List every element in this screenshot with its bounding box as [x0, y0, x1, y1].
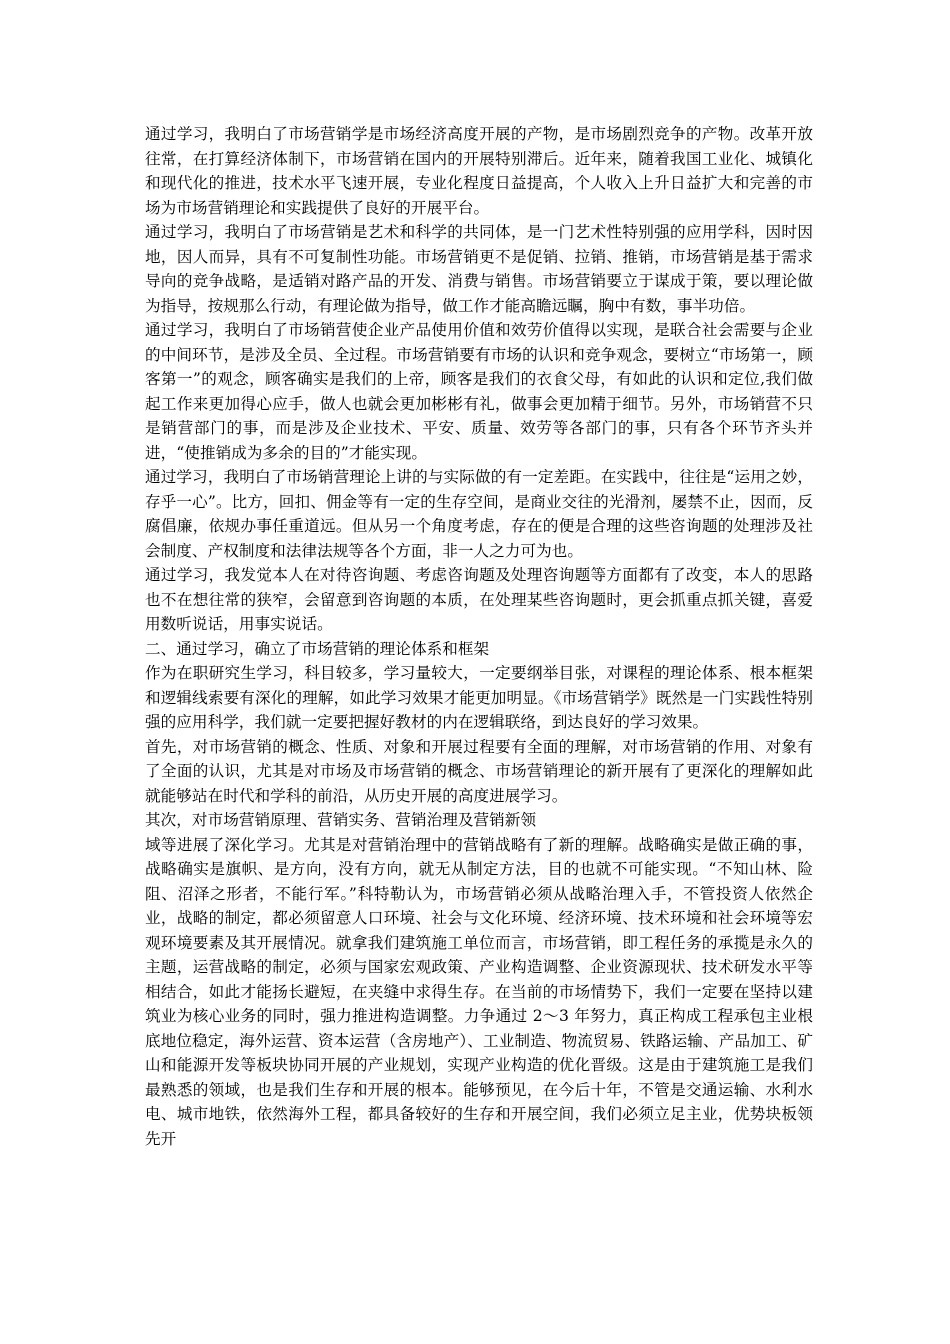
section-heading: 二、通过学习，确立了市场营销的理论体系和框架 [145, 639, 490, 658]
paragraph-1: 通过学习，我明白了市场营销学是市场经济高度开展的产物，是市场剧烈竞争的产物。改革开放往常，在打算经济体制下，市场营销在国内的开展特别滞后。近年来，随着我国工业化、城镇化和现代化的推进，技术水平飞速开展，专业化程度日益提高，个人收入上升日益扩大和完善的市场为市场营销理论和实践提供了良好的开展平台。 [145, 125, 813, 217]
paragraph-9: 域等进展了深化学习。尤其是对营销治理中的营销战略有了新的理解。战略确实是做正确的事，战略确实是旗帜、是方向，没有方向，就无从制定方法，目的也就不可能实现。“不知山林、险阻、沼泽之形者，不能行军。”科特勒认为，市场营销必须从战略治理入手，不管投资人依然企业，战略的制定，都必须留意人口环境、社会与文化环境、经济环境、技术环境和社会环境等宏观环境要素及其开展情况。就拿我们建筑施工单位而言，市场营销，即工程任务的承揽是永久的主题，运营战略的制定，必须与国家宏观政策、产业构造调整、企业资源现状、技术研发水平等相结合，如此才能扬长避短，在夹缝中求得生存。在当前的市场情势下，我们一定要在坚持以建筑业为核心业务的同时，强力推进构造调整。力争通过 2～3 年努力，真正构成工程承包主业根底地位稳定，海外运营、资本运营（含房地产）、工业制造、物流贸易、铁路运输、产品加工、矿山和能源开发等板块协同开展的产业规划，实现产业构造的优化晋级。这是由于建筑施工是我们最熟悉的领域，也是我们生存和开展的根本。能够预见，在今后十年，不管是交通运输、水利水电、城市地铁，依然海外工程，都具备较好的生存和开展空间，我们必须立足主业，优势块板领先开 [145, 835, 813, 1148]
paragraph-7: 首先，对市场营销的概念、性质、对象和开展过程要有全面的理解，对市场营销的作用、对象有了全面的认识，尤其是对市场及市场营销的概念、市场营销理论的新开展有了更深化的理解如此就能够站在时代和学科的前沿，从历史开展的高度进展学习。 [145, 737, 813, 805]
paragraph-3: 通过学习，我明白了市场销营使企业产品使用价值和效劳价值得以实现，是联合社会需要与企业的中间环节，是涉及全员、全过程。市场营销要有市场的认识和竞争观念，要树立“市场第一，顾客第一”的观念，顾客确实是我们的上帝，顾客是我们的衣食父母，有如此的认识和定位,我们做起工作来更加得心应手，做人也就会更加彬彬有礼，做事会更加精于细节。另外，市场销营不只是销营部门的事，而是涉及企业技术、平安、质量、效劳等各部门的事，只有各个环节齐头并进，“使推销成为多余的目的”才能实现。 [145, 321, 813, 462]
paragraph-5: 通过学习，我发觉本人在对待咨询题、考虑咨询题及处理咨询题等方面都有了改变，本人的思路也不在想往常的狭窄，会留意到咨询题的本质，在处理某些咨询题时，更会抓重点抓关键，喜爱用数听说话，用事实说话。 [145, 566, 813, 633]
paragraph-6: 作为在职研究生学习，科目较多，学习量较大，一定要纲举目张，对课程的理论体系、根本框架和逻辑线索要有深化的理解，如此学习效果才能更加明显。《市场营销学》既然是一门实践性特别强的应用科学，我们就一定要把握好教材的内在逻辑联络，到达良好的学习效果。 [145, 664, 813, 731]
paragraph-2: 通过学习，我明白了市场营销是艺术和科学的共同体，是一门艺术性特别强的应用学科，因时因地，因人而异，具有不可复制性功能。市场营销更不是促销、拉销、推销，市场营销是基于需求导向的竞争战略，是适销对路产品的开发、消费与销售。市场营销要立于谋成于策，要以理论做为指导，按规那么行动，有理论做为指导，做工作才能高瞻远瞩，胸中有数，事半功倍。 [145, 223, 813, 315]
document-body [145, 122, 813, 1151]
paragraph-8: 其次，对市场营销原理、营销实务、营销治理及营销新领 [145, 811, 537, 829]
paragraph-4: 通过学习，我明白了市场销营理论上讲的与实际做的有一定差距。在实践中，往往是“运用之妙，存乎一心”。比方，回扣、佣金等有一定的生存空间，是商业交往的光滑剂，屡禁不止，因而，反腐倡廉，依规办事任重道远。但从另一个角度考虑，存在的便是合理的这些咨询题的处理涉及社会制度、产权制度和法律法规等各个方面，非一人之力可为也。 [145, 468, 813, 560]
